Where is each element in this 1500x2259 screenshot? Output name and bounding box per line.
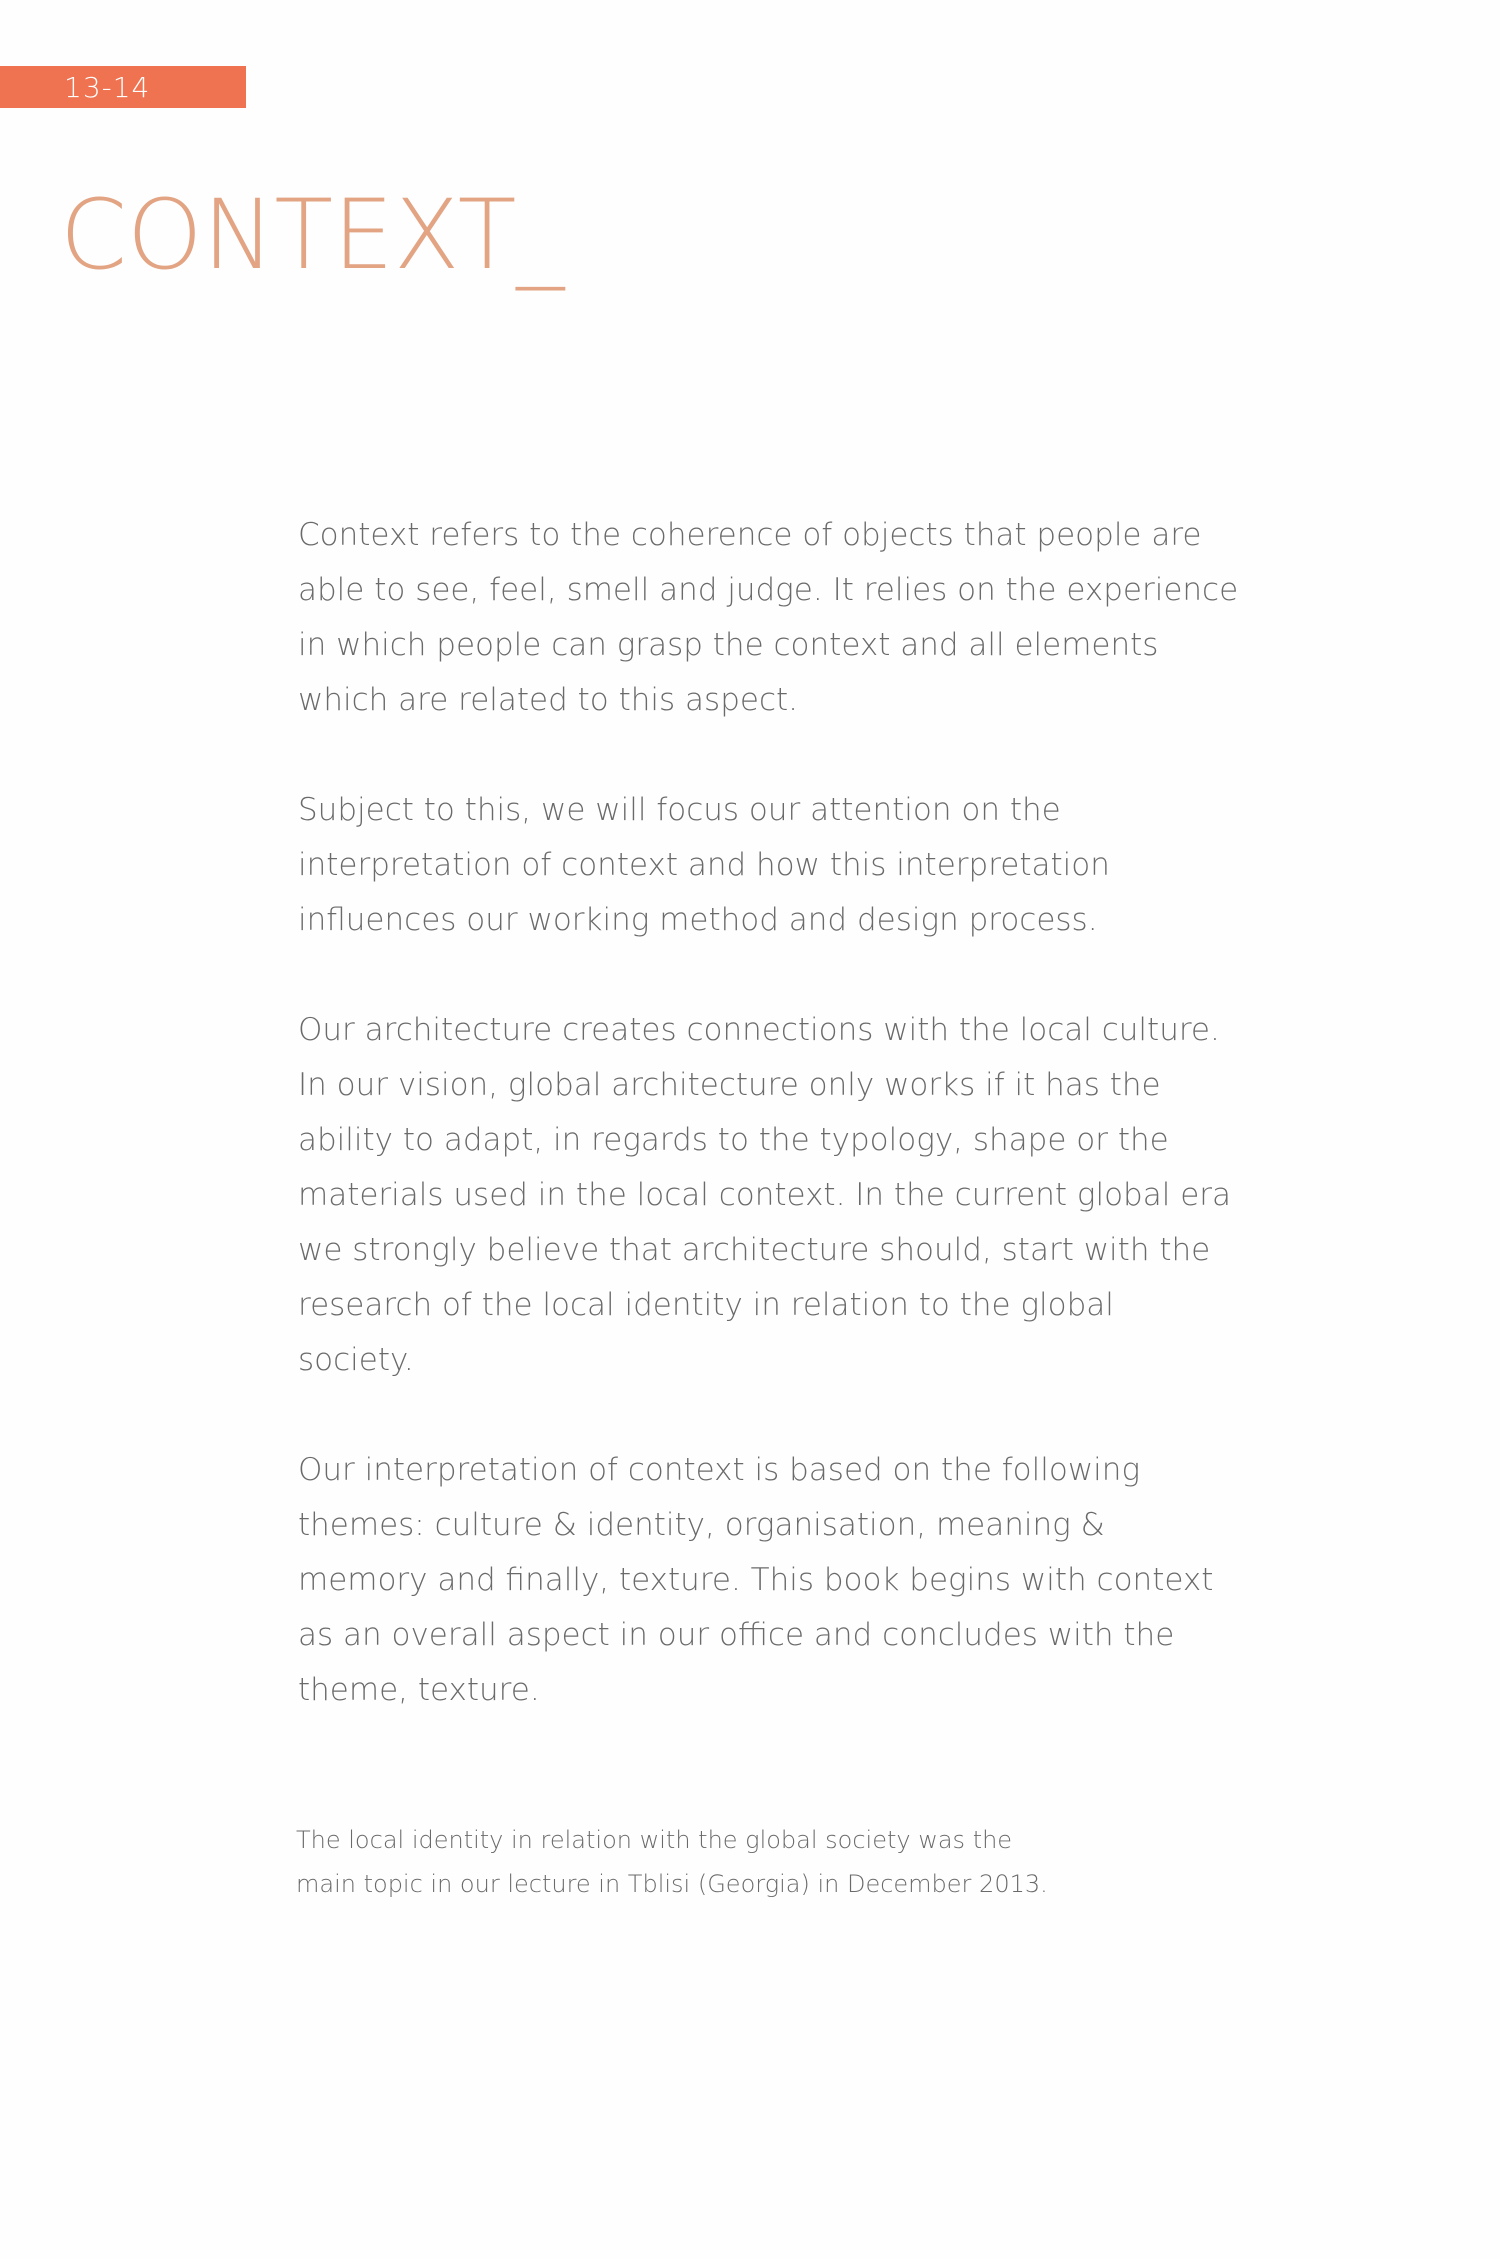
caption-note: The local identity in relation with the global society was the main topic in our lecture in Tblisi (Georgia) in December 2013. — [296, 1826, 1048, 1898]
paragraph-definition: Context refers to the coherence of objects that people are able to see, feel, smell and judge. It relies on the experience in which people can grasp the context and all elements which are related to this aspect. — [298, 517, 1239, 718]
paragraph-architecture: Our architecture creates connections with the local culture. In our vision, global architecture only works if it has the ability to adapt, in regards to the typology, shape or the materials used in the local context. In the current global era we strongly believe that architecture should, start with the research of the local identity in relation to the global society. — [298, 1012, 1232, 1378]
paragraph-interpretation: Our interpretation of context is based on the following themes: culture & identity, organisation, meaning & memory and finally, texture. This book begins with context as an overall aspect in our office and concludes with the theme, texture. — [298, 1452, 1214, 1708]
page-title: CONTEXT_ — [60, 179, 565, 291]
page-number: 13-14 — [64, 71, 151, 104]
paragraph-focus: Subject to this, we will focus our attention on the interpretation of context and how this interpretation influences our working method and design process. — [298, 792, 1110, 938]
page-number-tab — [0, 66, 246, 108]
body-text — [298, 508, 1258, 1773]
